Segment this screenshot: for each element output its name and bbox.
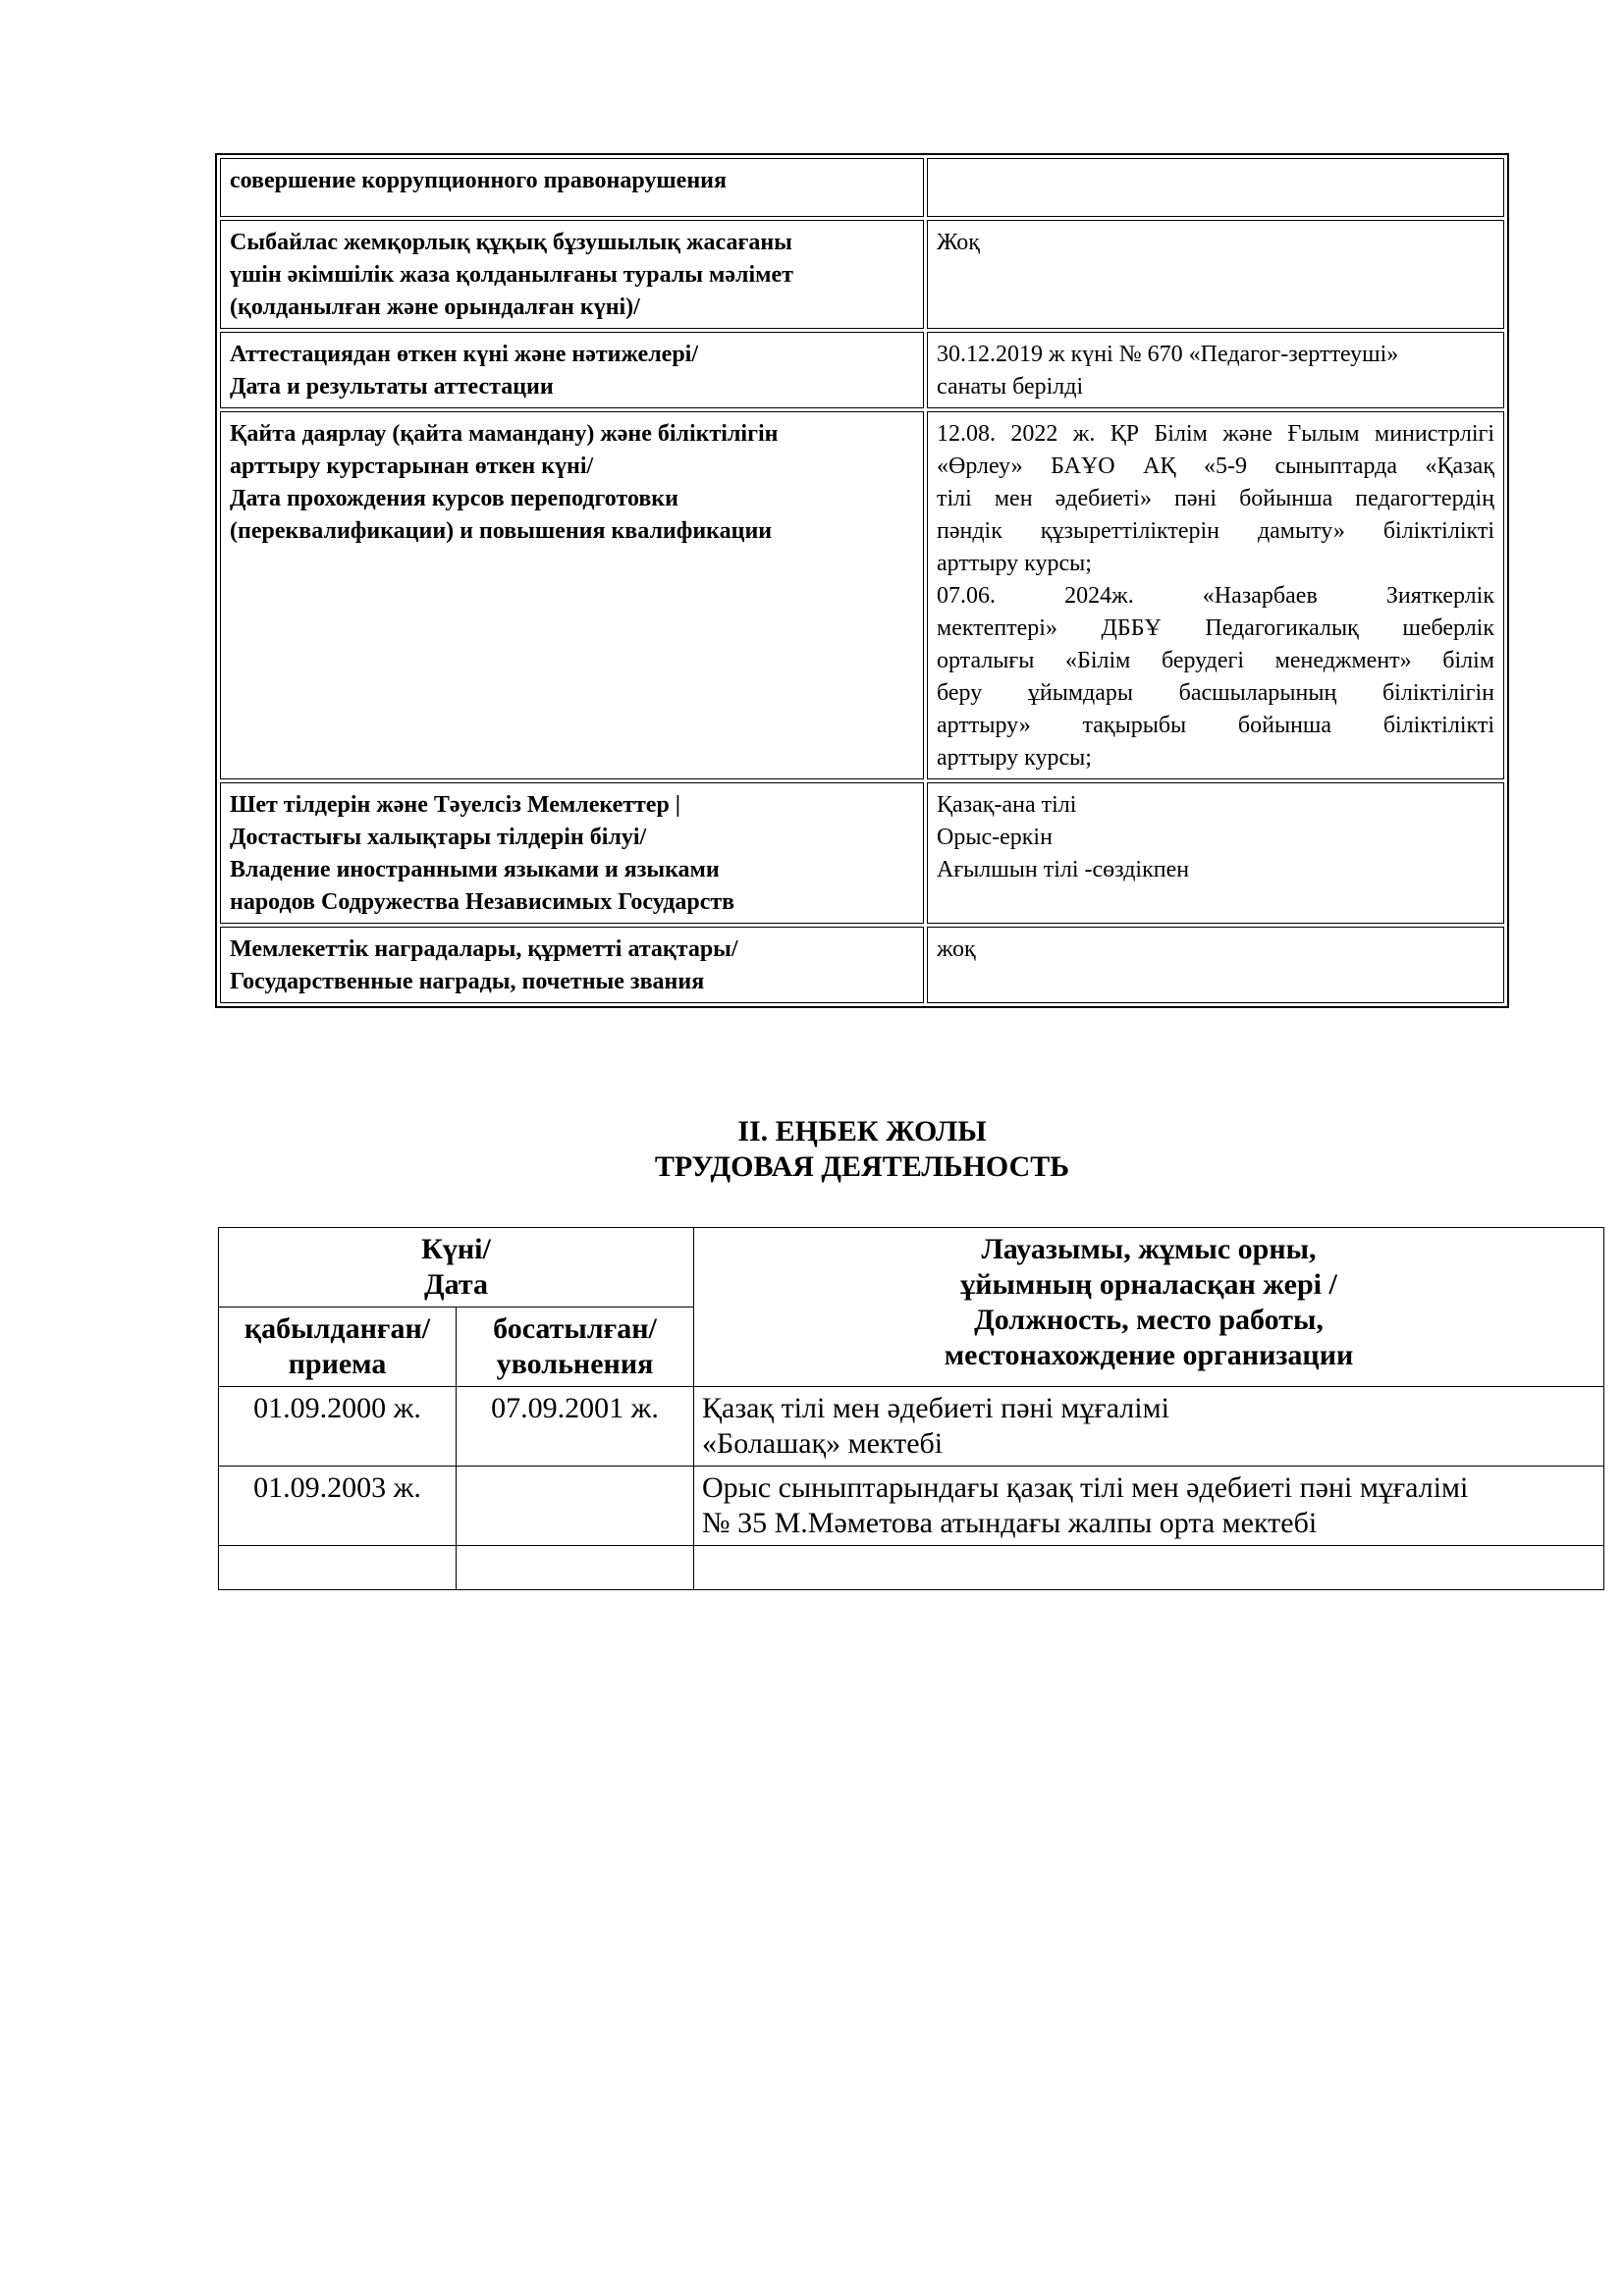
work-history-table <box>218 1227 1604 1590</box>
row-label <box>220 411 924 779</box>
value-line: арттыру курсы; <box>937 551 1092 576</box>
label-line: Сыбайлас жемқорлық құқық бұзушылық жасағаны <box>230 230 792 255</box>
admit-date <box>219 1546 457 1590</box>
value-line: Қазақ-ана тілі <box>937 792 1077 818</box>
label-line: Аттестациядан өткен күні және нәтижелері/ <box>230 342 698 367</box>
value-line: мектептері» ДББҰ Педагогикалық шеберлік <box>937 615 1494 641</box>
table-row <box>220 782 1504 924</box>
table-row <box>220 411 1504 779</box>
row-label <box>220 782 924 924</box>
position-cell <box>694 1546 1604 1590</box>
label-line: народов Содружества Независимых Государств <box>230 889 735 915</box>
header-line: Должность, место работы, <box>974 1304 1324 1336</box>
header-line: приема <box>288 1348 387 1380</box>
dismiss-header <box>457 1308 694 1387</box>
personal-info-table <box>215 153 1509 1008</box>
header-line: босатылған/ <box>493 1312 657 1345</box>
value-line: «Өрлеу» БАҰО АҚ «5-9 сыныптарда «Қазақ <box>937 454 1494 479</box>
table-row <box>219 1467 1604 1546</box>
value-line: 07.06. 2024ж. «Назарбаев Зияткерлік <box>937 583 1494 609</box>
value-line: арттыру» тақырыбы бойынша біліктілікті <box>937 713 1494 738</box>
row-value <box>927 220 1504 329</box>
table-row <box>220 220 1504 329</box>
value-line: тілі мен әдебиеті» пәні бойынша педагогтердің <box>937 486 1494 511</box>
label-line: Шет тілдерін және Тәуелсіз Мемлекеттер | <box>230 792 681 818</box>
label-line: Қайта даярлау (қайта мамандану) және біліктілігін <box>230 421 779 447</box>
value-line: арттыру курсы; <box>937 745 1092 771</box>
label-line: (переквалификации) и повышения квалификации <box>230 518 773 544</box>
section-title-kz: II. ЕҢБЕК ЖОЛЫ <box>737 1115 987 1148</box>
value-line: пәндік құзыреттіліктерін дамыту» біліктілікті <box>937 518 1494 544</box>
table-row <box>220 927 1504 1003</box>
header-line: Лауазымы, жұмыс орны, <box>981 1233 1317 1265</box>
position-line: Қазақ тілі мен әдебиеті пәні мұғалімі <box>702 1392 1169 1424</box>
label-line: (қолданылған және орындалған күні)/ <box>230 294 640 320</box>
header-line: местонахождение организации <box>944 1339 1354 1371</box>
label-line: Достастығы халықтары тілдерін білуі/ <box>230 825 647 850</box>
value-line: беру ұйымдары басшыларының біліктілігін <box>937 680 1494 706</box>
position-cell <box>694 1467 1604 1546</box>
label-line: Дата прохождения курсов переподготовки <box>230 486 678 511</box>
admit-header <box>219 1308 457 1387</box>
header-line: Күні/ <box>421 1233 491 1265</box>
label-line: арттыру курстарынан өткен күні/ <box>230 454 594 479</box>
position-header <box>694 1228 1604 1387</box>
value-line: Орыс-еркін <box>937 825 1053 850</box>
label-line: Владение иностранными языками и языками <box>230 857 720 882</box>
value-line: санаты берілді <box>937 374 1084 400</box>
header-row <box>219 1228 1604 1308</box>
label-line: Дата и результаты аттестации <box>230 374 554 400</box>
label-line: Государственные награды, почетные звания <box>230 969 705 994</box>
position-cell <box>694 1387 1604 1467</box>
section-title-ru: ТРУДОВАЯ ДЕЯТЕЛЬНОСТЬ <box>654 1150 1070 1183</box>
dismiss-date <box>457 1546 694 1590</box>
value-line: жоқ <box>937 936 976 962</box>
position-line: Орыс сыныптарындағы қазақ тілі мен әдебиеті пәні мұғалімі <box>702 1471 1469 1504</box>
row-label <box>220 332 924 408</box>
dismiss-date: 07.09.2001 ж. <box>457 1387 694 1467</box>
value-line: 30.12.2019 ж күні № 670 «Педагог-зерттеуші» <box>937 342 1399 367</box>
table-row <box>220 332 1504 408</box>
row-value <box>927 332 1504 408</box>
table-row <box>220 158 1504 217</box>
value-line: Жоқ <box>937 230 980 255</box>
dismiss-date <box>457 1467 694 1546</box>
value-line: Ағылшын тілі -сөздікпен <box>937 857 1190 882</box>
admit-date: 01.09.2000 ж. <box>219 1387 457 1467</box>
header-line: қабылданған/ <box>244 1312 431 1345</box>
label-line: үшін әкімшілік жаза қолданылғаны туралы мәлімет <box>230 262 793 288</box>
admit-date: 01.09.2003 ж. <box>219 1467 457 1546</box>
label-line: совершение коррупционного правонарушения <box>230 168 727 193</box>
position-line: № 35 М.Мәметова атындағы жалпы орта мектебі <box>702 1507 1318 1539</box>
table-row <box>219 1546 1604 1590</box>
value-line: орталығы «Білім берудегі менеджмент» білім <box>937 648 1494 673</box>
row-value <box>927 158 1504 217</box>
row-value <box>927 927 1504 1003</box>
label-line: Мемлекеттік наградалары, құрметті атақтары/ <box>230 936 738 962</box>
row-label <box>220 158 924 217</box>
row-value <box>927 782 1504 924</box>
position-line: «Болашақ» мектебі <box>702 1427 944 1460</box>
date-header <box>219 1228 694 1308</box>
header-line: увольнения <box>496 1348 654 1380</box>
section-title <box>215 1114 1509 1185</box>
row-value <box>927 411 1504 779</box>
header-line: ұйымның орналасқан жері / <box>960 1268 1337 1301</box>
header-line: Дата <box>424 1268 488 1301</box>
table-row <box>219 1387 1604 1467</box>
row-label <box>220 927 924 1003</box>
row-label <box>220 220 924 329</box>
value-line: 12.08. 2022 ж. ҚР Білім және Ғылым министрлігі <box>937 421 1494 447</box>
